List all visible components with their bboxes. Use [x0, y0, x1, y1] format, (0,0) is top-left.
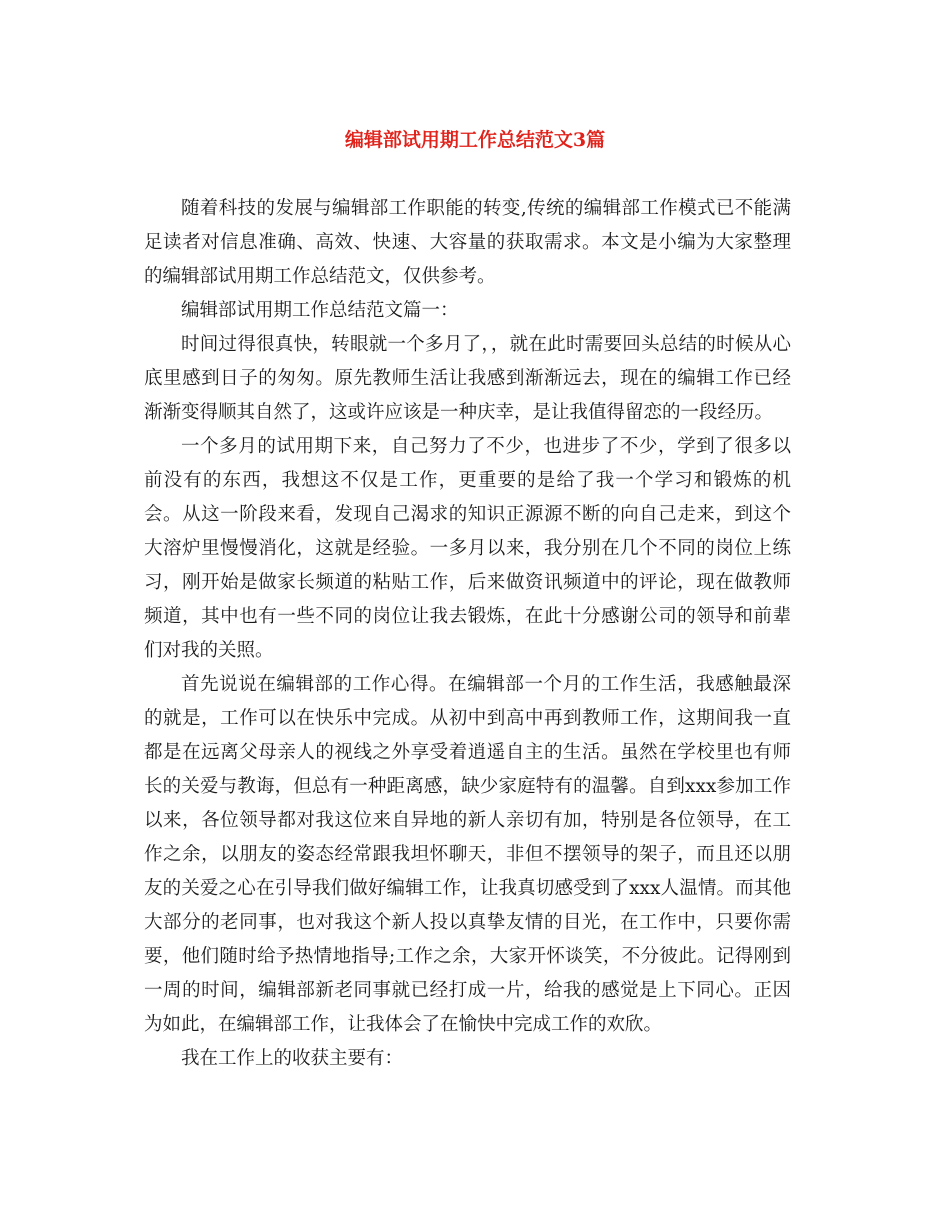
paragraph-intro: 随着科技的发展与编辑部工作职能的转变,传统的编辑部工作模式已不能满足读者对信息准确、高效、快速、大容量的获取需求。本文是小编为大家整理的编辑部试用期工作总结范文，仅供参考。	[144, 198, 791, 287]
paragraph: 我在工作上的收获主要有：	[181, 1048, 404, 1069]
paragraph: 时间过得很真快，转眼就一个多月了，，就在此时需要回头总结的时候从心底里感到日子的匆匆。原先教师生活让我感到渐渐远去，现在的编辑工作已经渐渐变得顺其自然了，这或许应该是一种庆幸，是让我值得留恋的一段经历。	[144, 334, 791, 423]
section-heading-part-one: 编辑部试用期工作总结范文篇一：	[181, 300, 459, 321]
document-body	[144, 192, 791, 1076]
paragraph: 一个多月的试用期下来，自己努力了不少，也进步了不少，学到了很多以前没有的东西，我想这不仅是工作，更重要的是给了我一个学习和锻炼的机会。从这一阶段来看，发现自己渴求的知识正源源不断的向自己走来，到这个大溶炉里慢慢消化，这就是经验。一多月以来，我分别在几个不同的岗位上练习，刚开始是做家长频道的粘贴工作，后来做资讯频道中的评论，现在做教师频道，其中也有一些不同的岗位让我去锻炼，在此十分感谢公司的领导和前辈们对我的关照。	[144, 436, 791, 661]
document-title: 编辑部试用期工作总结范文3篇	[344, 129, 606, 151]
paragraph: 首先说说在编辑部的工作心得。在编辑部一个月的工作生活，我感触最深的就是，工作可以在快乐中完成。从初中到高中再到教师工作，这期间我一直都是在远离父母亲人的视线之外享受着逍遥自主的生活。虽然在学校里也有师长的关爱与教诲，但总有一种距离感，缺少家庭特有的温馨。自到xxx参加工作以来，各位领导都对我这位来自异地的新人亲切有加，特别是各位领导，在工作之余，以朋友的姿态经常跟我坦怀聊天，非但不摆领导的架子，而且还以朋友的关爱之心在引导我们做好编辑工作，让我真切感受到了xxx人温情。而其他大部分的老同事，也对我这个新人投以真挚友情的目光，在工作中，只要你需要，他们随时给予热情地指导;工作之余，大家开怀谈笑，不分彼此。记得刚到一周的时间，编辑部新老同事就已经打成一片，给我的感觉是上下同心。正因为如此，在编辑部工作，让我体会了在愉快中完成工作的欢欣。	[144, 674, 791, 1035]
